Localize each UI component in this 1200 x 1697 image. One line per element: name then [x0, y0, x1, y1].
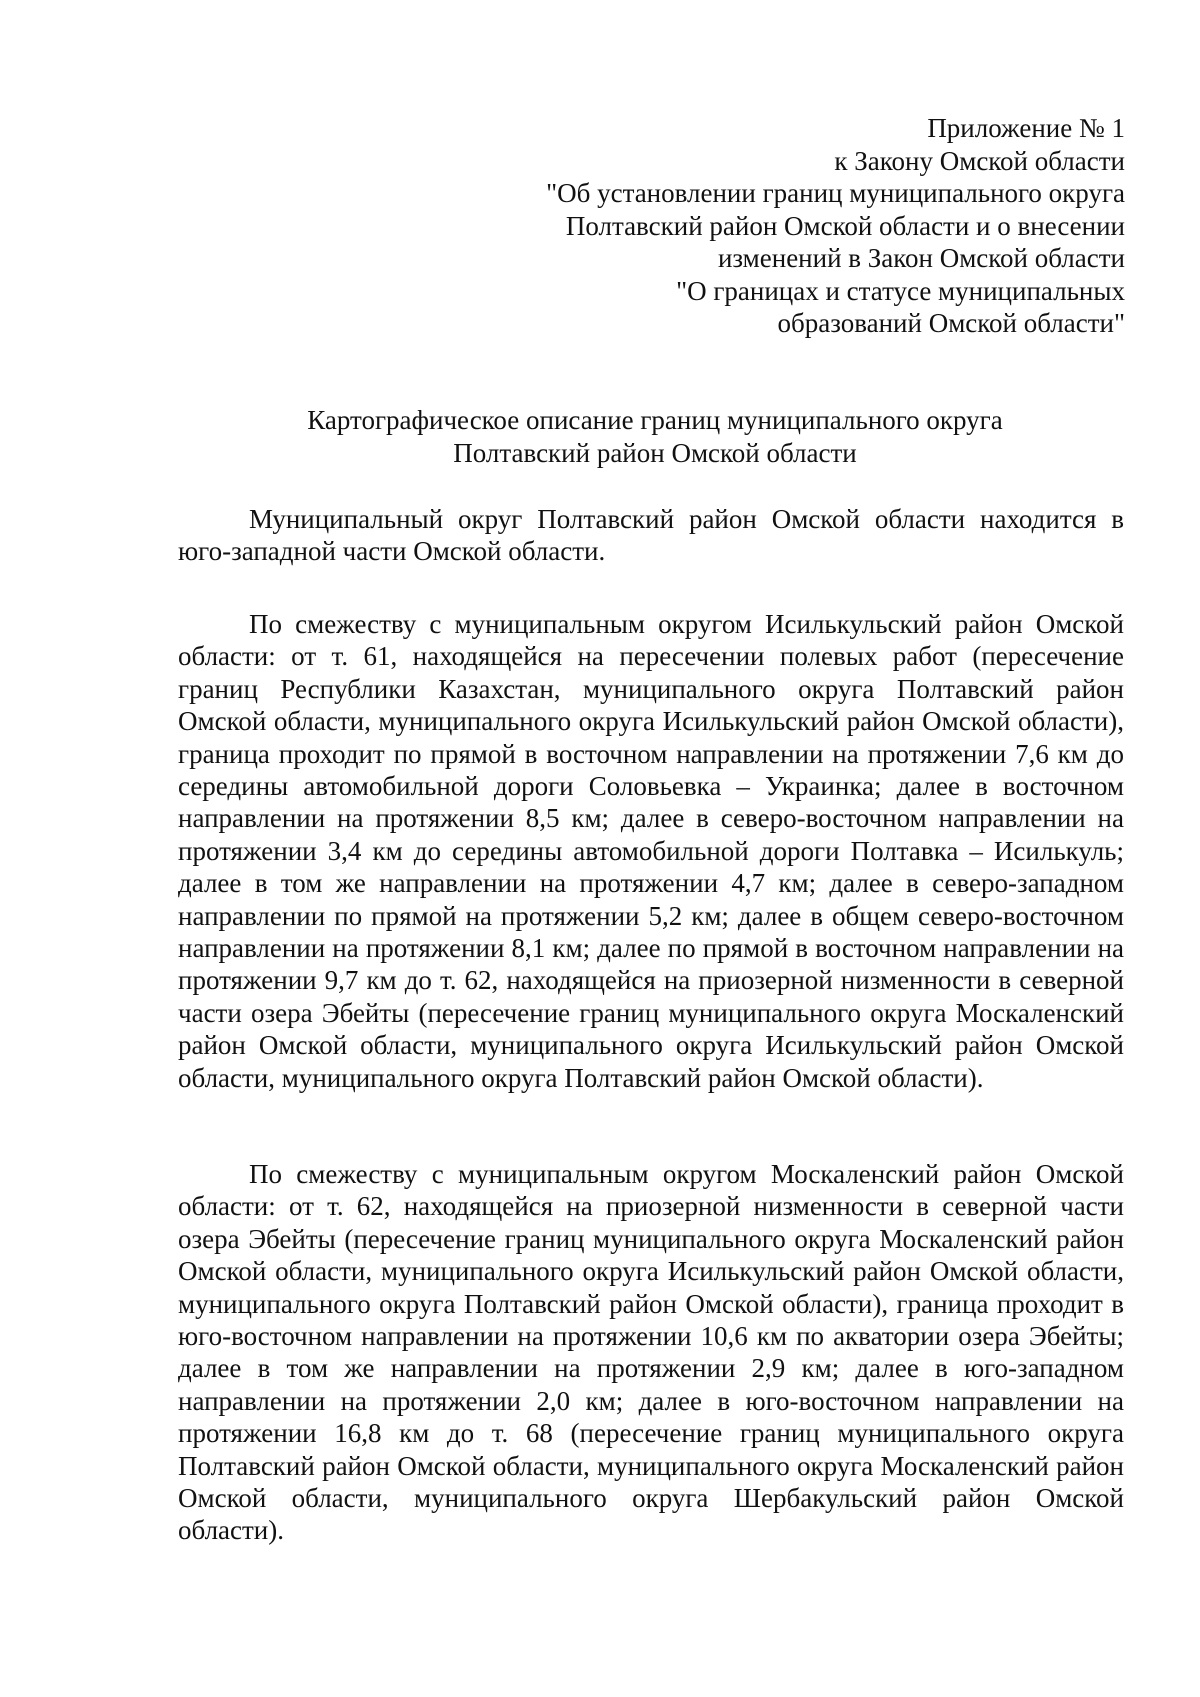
- annex-line: изменений в Закон Омской области: [717, 243, 1125, 273]
- annex-line: образований Омской области": [777, 308, 1125, 338]
- paragraph-moskalenki-boundary: По смежеству с муниципальным округом Москаленский район Омской области: от т. 62, находящейся на приозерной низменности в северной части озера Эбейты (пересечение границ муниципального округа Москаленский район Омской области, муниципального округа Исилькульский район Омской области, муниципального округа Полтавский район Омской области), граница проходит в юго-восточном направлении на протяжении 10,6 км по акватории озера Эбейты; далее в том же направлении на протяжении 2,9 км; далее в юго-западном направлении на протяжении 2,0 км; далее в юго-восточном направлении на протяжении 16,8 км до т. 68 (пересечение границ муниципального округа Полтавский район Омской области, муниципального округа Москаленский район Омской области, муниципального округа Шербакульский район Омской области).: [178, 1159, 1124, 1546]
- title-line-1: Картографическое описание границ муниципального округа: [307, 405, 1003, 435]
- annex-line: Приложение № 1: [927, 113, 1125, 143]
- annex-header: [425, 112, 1125, 340]
- annex-line: к Закону Омской области: [834, 145, 1125, 176]
- paragraph-intro: Муниципальный округ Полтавский район Омской области находится в юго-западной части Омской области.: [178, 504, 1124, 567]
- title-line-2: Полтавский район Омской области: [453, 438, 857, 468]
- annex-line: Полтавский район Омской области и о внесении: [565, 210, 1125, 241]
- annex-line: "О границах и статусе муниципальных: [676, 275, 1125, 306]
- paragraph-isilkul-boundary: По смежеству с муниципальным округом Исилькульский район Омской области: от т. 61, находящейся на пересечении полевых работ (пересечение границ Республики Казахстан, муниципального округа Полтавский район Омской области, муниципального округа Исилькульский район Омской области), граница проходит по прямой в восточном направлении на протяжении 7,6 км до середины автомобильной дороги Соловьевка – Украинка; далее в восточном направлении на протяжении 8,5 км; далее в северо-восточном направлении на протяжении 3,4 км до середины автомобильной дороги Полтавка – Исилькуль; далее в том же направлении на протяжении 4,7 км; далее в северо-западном направлении по прямой на протяжении 5,2 км; далее в общем северо-восточном направлении на протяжении 8,1 км; далее по прямой в восточном направлении на протяжении 9,7 км до т. 62, находящейся на приозерной низменности в северной части озера Эбейты (пересечение границ муниципального округа Москаленский район Омской области, муниципального округа Исилькульский район Омской области, муниципального округа Полтавский район Омской области).: [178, 609, 1124, 1093]
- annex-line: "Об установлении границ муниципального округа: [546, 178, 1125, 208]
- document-title: [180, 404, 1130, 470]
